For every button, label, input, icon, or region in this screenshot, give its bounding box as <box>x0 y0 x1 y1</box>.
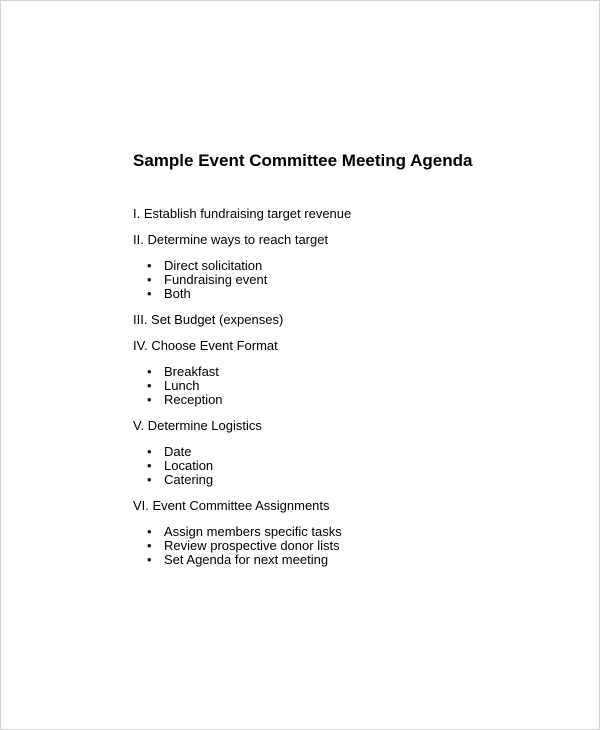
list-item-label: Fundraising event <box>164 272 268 287</box>
bullet-icon: • <box>147 458 152 473</box>
list-item-label: Breakfast <box>164 364 219 379</box>
page-title: Sample Event Committee Meeting Agenda <box>133 151 473 170</box>
list-item <box>133 539 351 553</box>
list-item-label: Catering <box>164 472 214 487</box>
list-item-label: Direct solicitation <box>164 258 263 273</box>
list-item <box>133 379 351 393</box>
agenda-item: I. Establish fundraising target revenue <box>133 206 352 221</box>
agenda-item: V. Determine Logistics <box>133 418 262 433</box>
list-item <box>133 365 351 379</box>
list-item <box>133 473 351 487</box>
list-item <box>133 287 351 301</box>
bullet-icon: • <box>147 378 152 393</box>
bullet-icon: • <box>147 258 152 273</box>
list-item <box>133 459 351 473</box>
list-item-label: Lunch <box>164 378 200 393</box>
agenda-item: II. Determine ways to reach target <box>133 232 329 247</box>
bullet-list <box>133 259 351 301</box>
list-item-label: Reception <box>164 392 223 407</box>
list-item-label: Assign members specific tasks <box>164 524 342 539</box>
list-item-label: Both <box>164 286 191 301</box>
bullet-list <box>133 525 351 567</box>
list-item <box>133 525 351 539</box>
bullet-icon: • <box>147 286 152 301</box>
bullet-icon: • <box>147 364 152 379</box>
list-item <box>133 259 351 273</box>
bullet-icon: • <box>147 392 152 407</box>
bullet-icon: • <box>147 552 152 567</box>
agenda-body <box>133 207 351 579</box>
bullet-list <box>133 445 351 487</box>
bullet-icon: • <box>147 444 152 459</box>
agenda-item: VI. Event Committee Assignments <box>133 498 330 513</box>
list-item-label: Date <box>164 444 192 459</box>
list-item-label: Set Agenda for next meeting <box>164 552 329 567</box>
list-item <box>133 553 351 567</box>
bullet-icon: • <box>147 538 152 553</box>
list-item-label: Location <box>164 458 214 473</box>
list-item <box>133 445 351 459</box>
bullet-icon: • <box>147 272 152 287</box>
bullet-icon: • <box>147 524 152 539</box>
list-item <box>133 393 351 407</box>
agenda-item: IV. Choose Event Format <box>133 338 278 353</box>
list-item-label: Review prospective donor lists <box>164 538 340 553</box>
list-item <box>133 273 351 287</box>
agenda-item: III. Set Budget (expenses) <box>133 312 284 327</box>
bullet-list <box>133 365 351 407</box>
bullet-icon: • <box>147 472 152 487</box>
